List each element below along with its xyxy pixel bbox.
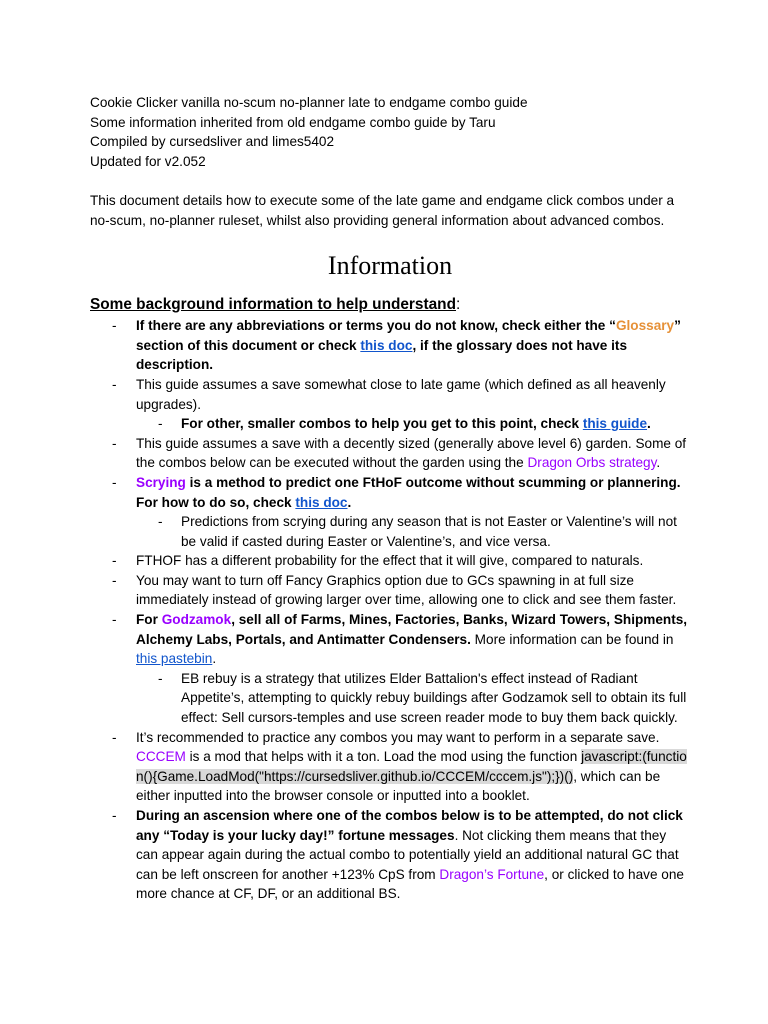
document-header — [90, 93, 690, 171]
list-item-godzamok: - For Godzamok, sell all of Farms, Mines, Factories, Banks, Wizard Towers, Shipments, Alchemy Labs, Portals, and Antimatter Condensers. More information can be found in this pastebin. — [112, 612, 688, 667]
list-item-glossary — [90, 316, 690, 375]
list-item-scrying — [90, 473, 690, 512]
list-item-fortune: - During an ascension where one of the combos below is to be attempted, do not click any “Today is your lucky day!” fortune messages. Not clicking them means that they can appear again during the actual combo to potentially yield an additional natural GC that can be left onscreen for another +123% CpS from Dragon’s Fortune, or clicked to have one more chance at CF, DF, or an additional BS. — [112, 808, 684, 902]
list-dash: - — [112, 376, 117, 392]
list-item-fancy-graphics: - You may want to turn off Fancy Graphics option due to GCs spawning in at full size immediately instead of growing larger over time, allowing one to click and see them faster. — [112, 572, 677, 608]
list-dash: - — [158, 514, 163, 530]
list-dash: - — [158, 416, 163, 432]
background-heading — [90, 295, 690, 315]
background-heading-colon: : — [455, 295, 461, 313]
header-inherited: Some information inherited from old endgame combo guide by Taru — [90, 114, 496, 130]
list-dash: - — [112, 612, 117, 628]
section-title: Information — [327, 250, 453, 280]
document-page — [90, 93, 690, 904]
this-doc-link[interactable]: this doc — [360, 337, 413, 353]
this-guide-link[interactable]: this guide — [582, 416, 648, 432]
item-text: This guide assumes a save somewhat close to late game (which defined as all heavenly upgrades). — [136, 376, 666, 412]
dragons-fortune-term: Dragon’s Fortune — [439, 866, 545, 882]
list-item-garden: - This guide assumes a save with a decently sized (generally above level 6) garden. Some of the combos below can be executed without the garden using the Dragon Orbs strategy. — [112, 435, 687, 471]
list-dash: - — [112, 553, 117, 569]
scrying-term: Scrying — [136, 474, 186, 490]
godzamok-term: Godzamok — [161, 612, 232, 628]
scrying-doc-link[interactable]: this doc — [295, 494, 348, 510]
header-version: Updated for v2.052 — [90, 153, 206, 169]
list-dash: - — [112, 435, 117, 451]
dragon-orbs-term: Dragon Orbs strategy — [527, 455, 657, 471]
list-item-late-game — [90, 375, 690, 414]
cccem-term: CCCEM — [136, 749, 186, 765]
list-dash: - — [112, 808, 117, 823]
list-dash: - — [112, 729, 117, 745]
background-heading-text: Some background information to help understand — [90, 295, 456, 313]
sub-item-eb-rebuy: - EB rebuy is a strategy that utilizes Elder Battalion's effect instead of Radiant Appetite’s, attempting to quickly rebuy buildings after Godzamok sell to obtain its full effect: Sell cursors-temples and use screen reader mode to buy them back quickly. — [158, 670, 687, 726]
glossary-term: Glossary — [615, 318, 675, 334]
list-dash: - — [112, 572, 117, 588]
sub-item-scrying-seasons: - Predictions from scrying during any season that is not Easter or Valentine’s will not be valid if casted during Easter or Valentine’s, and vice versa. — [158, 514, 677, 549]
header-title: Cookie Clicker vanilla no-scum no-planner late to endgame combo guide — [90, 95, 528, 110]
list-item-practice: - It’s recommended to practice any combos you may want to perform in a separate save. CCCEM is a mod that helps with it a ton. Load the mod using the function javascript:(function(){Game.LoadMod("https://cursedsliver.github.io/CCCEM/cccem.js");})(), which can be either inputted into the browser console or inputted into a booklet. — [112, 729, 687, 804]
header-authors: Compiled by cursedsliver and limes5402 — [90, 134, 335, 150]
list-item-fthof: - FTHOF has a different probability for the effect that it will give, compared to naturals. — [90, 551, 690, 571]
list-dash: - — [158, 670, 163, 686]
item-text: If there are any abbreviations or terms you do not know, check either the “Glossary” section of this document or check this doc, if the glossary does not have its description. — [136, 318, 681, 373]
background-list — [90, 316, 690, 904]
intro-paragraph: This document details how to execute some of the late game and endgame click combos under a no-scum, no-planner ruleset, whilst also providing general information about advanced combos. — [90, 193, 675, 228]
item-text: For other, smaller combos to help you get to this point, check this guide. — [181, 416, 651, 432]
item-text: Scrying is a method to predict one FtHoF outcome without scumming or plannering. For how to do so, check this doc. — [136, 474, 681, 510]
load-mod-code: javascript:(function(){Game.LoadMod("https://cursedsliver.github.io/CCCEM/cccem.js");})() — [136, 749, 687, 784]
list-dash: - — [112, 318, 117, 334]
list-dash: - — [112, 474, 117, 490]
sub-item-smaller-combos — [90, 414, 690, 434]
item-text: For Godzamok, sell all of Farms, Mines, Factories, Banks, Wizard Towers, Shipments, Alchemy Labs, Portals, and Antimatter Condensers. — [136, 612, 688, 647]
this-pastebin-link[interactable]: this pastebin — [136, 651, 213, 667]
